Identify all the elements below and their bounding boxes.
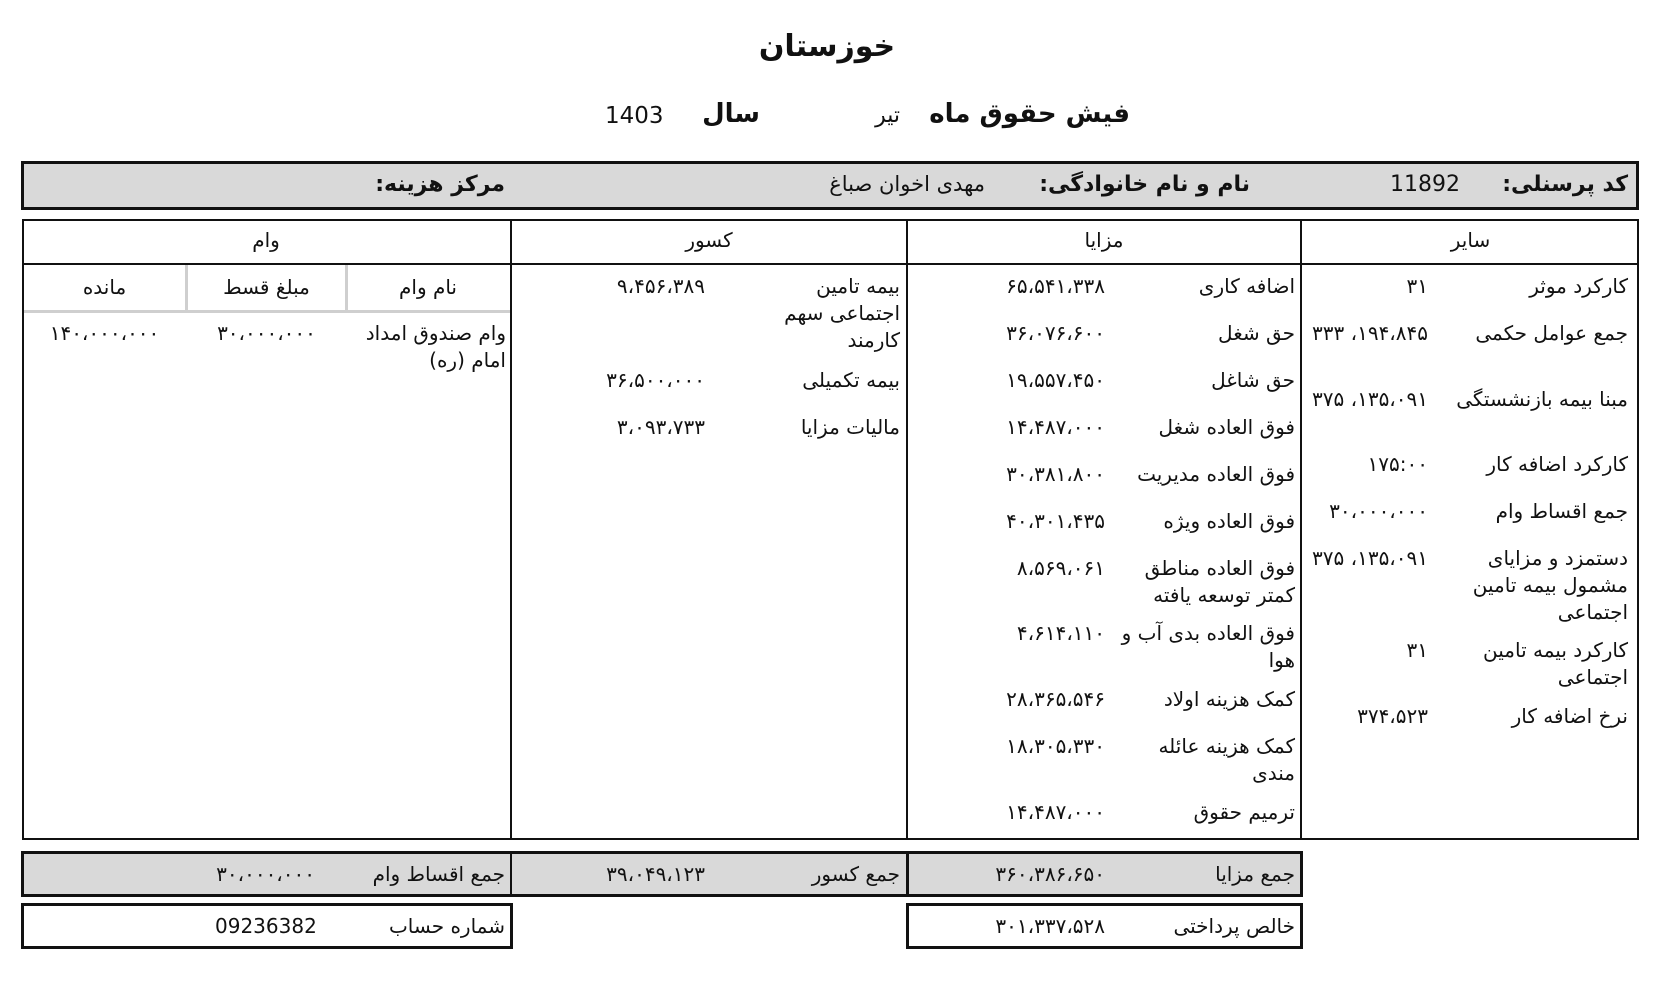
loan-item-remaining: ۱۴۰،۰۰۰،۰۰۰	[49, 321, 160, 345]
full-name-value: مهدی اخوان صباغ	[829, 172, 985, 196]
year-value: 1403	[605, 103, 664, 129]
benefit-item-label: فوق العاده مدیریت	[1137, 462, 1295, 486]
benefit-item-label: ترمیم حقوق	[1193, 800, 1295, 824]
page-title: خوزستان	[758, 29, 896, 64]
benefit-item-value: ۱۴،۴۸۷،۰۰۰	[1006, 415, 1105, 439]
total-deductions-value: ۳۹،۰۴۹،۱۲۳	[606, 862, 705, 886]
header-divider	[22, 263, 1639, 265]
loan-subhdr-name: نام وام	[399, 275, 457, 299]
totals-divider	[510, 853, 512, 895]
other-item-value: ۳۱	[1406, 274, 1428, 298]
col-header-benefits: مزایا	[1084, 228, 1124, 252]
col-header-other: سایر	[1450, 228, 1491, 252]
col-divider-2	[906, 219, 908, 840]
account-number-label: شماره حساب	[388, 914, 505, 938]
net-pay-value: ۳۰۱،۳۳۷،۵۲۸	[995, 914, 1105, 938]
other-item-value: ۱۳۵،۰۹۱، ۳۷۵	[1312, 387, 1428, 411]
benefit-item-value: ۱۹،۵۵۷،۴۵۰	[1006, 368, 1105, 392]
col-divider-3	[510, 219, 512, 840]
benefit-item-label: اضافه کاری	[1198, 274, 1295, 298]
benefit-item-label: حق شغل	[1218, 321, 1295, 345]
benefit-item-value: ۶۵،۵۴۱،۳۳۸	[1006, 274, 1105, 298]
total-benefits-value: ۳۶۰،۳۸۶،۶۵۰	[995, 862, 1105, 886]
other-item-label: نرخ اضافه کار	[1511, 704, 1628, 728]
slip-label: فیش حقوق ماه	[929, 99, 1130, 129]
benefit-item-value: ۳۶،۰۷۶،۶۰۰	[1006, 321, 1105, 345]
benefit-item-value: ۴،۶۱۴،۱۱۰	[1016, 621, 1105, 645]
other-item-value: ۱۳۵،۰۹۱، ۳۷۵	[1312, 546, 1428, 570]
total-deductions-label: جمع کسور	[811, 862, 900, 886]
net-pay-label: خالص پرداختی	[1173, 914, 1295, 938]
year-label: سال	[702, 99, 760, 129]
other-item-value: ۳۱	[1406, 638, 1428, 662]
benefit-item-label: کمک هزینه اولاد	[1163, 687, 1295, 711]
personnel-code-label: کد پرسنلی:	[1502, 172, 1628, 197]
benefit-item-value: ۸،۵۶۹،۰۶۱	[1016, 556, 1105, 580]
loan-item-installment: ۳۰،۰۰۰،۰۰۰	[217, 321, 316, 345]
benefit-item-value: ۳۰،۳۸۱،۸۰۰	[1006, 462, 1105, 486]
benefit-item-label: فوق العاده بدی آب و هوا	[1121, 621, 1295, 672]
benefit-item-value: ۱۴،۴۸۷،۰۰۰	[1006, 800, 1105, 824]
col-header-loan: وام	[252, 228, 280, 252]
other-item-label: جمع عوامل حکمی	[1475, 321, 1628, 345]
deduction-item-label: مالیات مزایا	[800, 415, 900, 439]
benefit-item-label: فوق العاده مناطق کمتر توسعه یافته	[1144, 556, 1295, 607]
month-value: تیر	[875, 103, 900, 128]
benefit-item-value: ۲۸،۳۶۵،۵۴۶	[1006, 687, 1105, 711]
other-item-label: کارکرد اضافه کار	[1486, 452, 1628, 476]
deduction-item-label: بیمه تامین اجتماعی سهم کارمند	[784, 274, 900, 352]
loan-subhdr-underline	[24, 310, 510, 313]
deduction-item-value: ۳،۰۹۳،۷۳۳	[616, 415, 705, 439]
cost-center-label: مرکز هزینه:	[375, 172, 505, 197]
benefit-item-label: کمک هزینه عائله مندی	[1158, 734, 1295, 785]
col-header-deductions: کسور	[685, 228, 733, 252]
benefit-item-value: ۴۰،۳۰۱،۴۳۵	[1006, 509, 1105, 533]
loan-subhdr-installment: مبلغ قسط	[223, 275, 310, 299]
other-item-label: کارکرد بیمه تامین اجتماعی	[1483, 638, 1628, 689]
other-item-value: ۱۹۴،۸۴۵، ۳۳۳	[1312, 321, 1428, 345]
other-item-value: ۳۰،۰۰۰،۰۰۰	[1329, 499, 1428, 523]
loan-item-name: وام صندوق امداد امام (ره)	[365, 321, 506, 372]
benefit-item-label: حق شاغل	[1211, 368, 1295, 392]
account-number-value: 09236382	[215, 914, 317, 938]
other-item-label: دستمزد و مزایای مشمول بیمه تامین اجتماعی	[1472, 546, 1628, 624]
total-loans-value: ۳۰،۰۰۰،۰۰۰	[216, 862, 315, 886]
col-divider-1	[1300, 219, 1302, 840]
other-item-label: کارکرد موثر	[1529, 274, 1628, 298]
deduction-item-value: ۳۶،۵۰۰،۰۰۰	[606, 368, 705, 392]
other-item-value: ۳۷۴،۵۲۳	[1357, 704, 1428, 728]
benefit-item-label: فوق العاده ویژه	[1163, 509, 1295, 533]
benefit-item-label: فوق العاده شغل	[1158, 415, 1295, 439]
other-item-label: مبنا بیمه بازنشستگی	[1456, 387, 1628, 411]
personnel-code-value: 11892	[1390, 172, 1460, 197]
deduction-item-value: ۹،۴۵۶،۳۸۹	[616, 274, 705, 298]
total-benefits-label: جمع مزایا	[1215, 862, 1295, 886]
loan-subhdr-remaining: مانده	[82, 275, 127, 299]
other-item-label: جمع اقساط وام	[1495, 499, 1628, 523]
other-item-value: ۱۷۵:۰۰	[1367, 452, 1428, 476]
benefit-item-value: ۱۸،۳۰۵،۳۳۰	[1006, 734, 1105, 758]
deduction-item-label: بیمه تکمیلی	[802, 368, 900, 392]
full-name-label: نام و نام خانوادگی:	[1039, 172, 1250, 197]
total-loans-label: جمع اقساط وام	[372, 862, 505, 886]
